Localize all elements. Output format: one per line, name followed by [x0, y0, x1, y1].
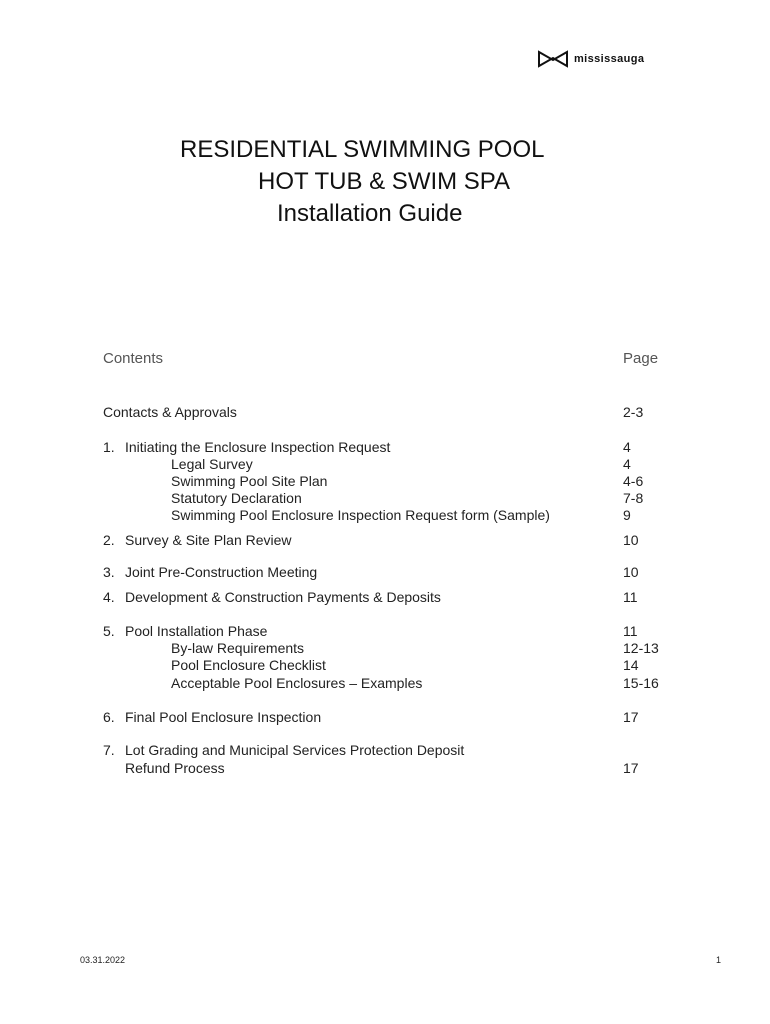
toc-entry-page: 10: [623, 564, 639, 580]
toc-entry-number: 5.: [103, 623, 115, 639]
toc-entry-number: 4.: [103, 589, 115, 605]
toc-entry-page: 4: [623, 456, 631, 472]
toc-entry-page: 2-3: [623, 404, 644, 420]
toc-entry-text: Swimming Pool Enclosure Inspection Request form (Sample): [171, 507, 550, 523]
toc-entry-text: Swimming Pool Site Plan: [171, 473, 328, 489]
contents-heading: Contents: [103, 350, 164, 367]
toc-entry-page: 12-13: [623, 640, 659, 656]
toc-entry-page: 9: [623, 507, 631, 523]
toc-entry-number: 7.: [103, 742, 115, 758]
toc-entry-text: Pool Installation Phase: [125, 623, 268, 639]
toc-entry-text: Development & Construction Payments & Deposits: [125, 589, 441, 605]
toc-entry-text: Lot Grading and Municipal Services Protection Deposit: [125, 742, 465, 758]
toc-entry-number: 2.: [103, 532, 115, 548]
toc-entry-page: 17: [623, 709, 639, 725]
toc-entry-text: Joint Pre-Construction Meeting: [125, 564, 318, 580]
mississauga-bowtie-icon: [537, 50, 569, 68]
toc-entry-text: Legal Survey: [171, 456, 253, 472]
toc-entry-page: 4: [623, 439, 631, 455]
toc-entry-text: Refund Process: [125, 760, 225, 776]
title-line-3: Installation Guide: [277, 200, 463, 227]
toc-entry-text: By-law Requirements: [171, 640, 305, 656]
toc-entry-page: 15-16: [623, 675, 659, 691]
toc-entry-number: 3.: [103, 564, 115, 580]
toc-entry-text: Pool Enclosure Checklist: [171, 657, 326, 673]
toc-entry-page: 10: [623, 532, 639, 548]
toc-entry-page: 11: [623, 623, 638, 639]
title-line-1: RESIDENTIAL SWIMMING POOL: [180, 136, 545, 163]
footer-date: 03.31.2022: [80, 955, 126, 965]
toc-entry-text: Contacts & Approvals: [103, 404, 237, 420]
toc-entry-page: 7-8: [623, 490, 644, 506]
toc-entry-page: 4-6: [623, 473, 644, 489]
toc-entry-text: Final Pool Enclosure Inspection: [125, 709, 322, 725]
toc-entry-page: 11: [623, 589, 638, 605]
toc-entry-text: Initiating the Enclosure Inspection Request: [125, 439, 391, 455]
logo-text: mississauga: [574, 53, 645, 65]
toc-entry-text: Survey & Site Plan Review: [125, 532, 292, 548]
toc-entry-page: 14: [623, 657, 639, 673]
toc-entry-number: 6.: [103, 709, 115, 725]
city-logo: [537, 50, 644, 68]
toc-entry-page: 17: [623, 760, 639, 776]
toc-entry-text: Acceptable Pool Enclosures – Examples: [171, 675, 423, 691]
toc-entry-text: Statutory Declaration: [171, 490, 302, 506]
page-heading: Page: [623, 350, 659, 367]
title-line-2: HOT TUB & SWIM SPA: [258, 168, 511, 195]
toc-entry-number: 1.: [103, 439, 115, 455]
footer-page-number: 1: [716, 955, 722, 965]
